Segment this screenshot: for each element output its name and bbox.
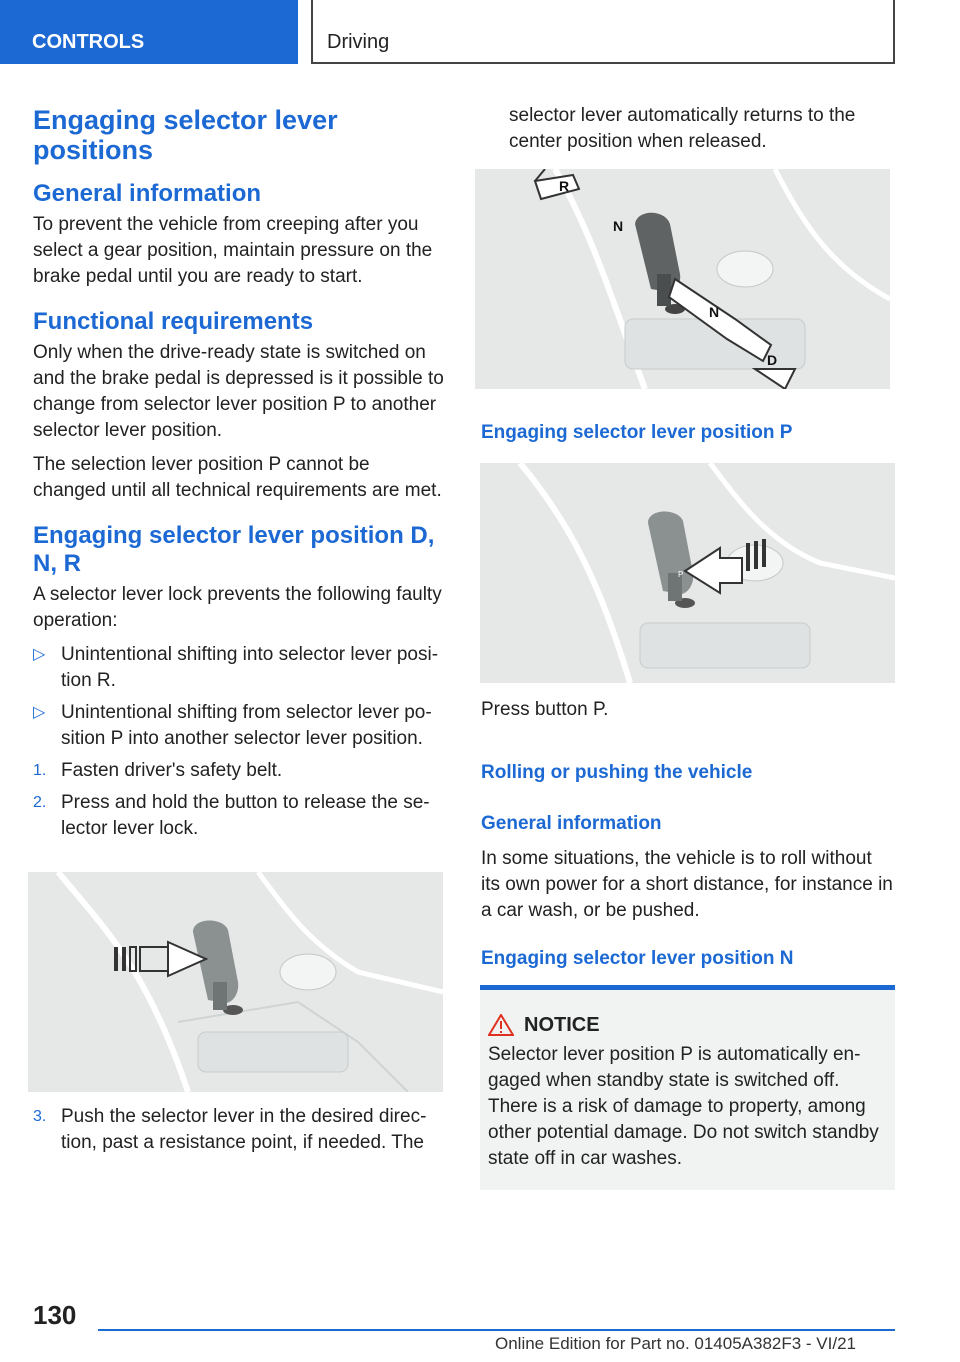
bullet-list xyxy=(33,642,445,752)
heading-general-info-2: General information xyxy=(481,813,662,834)
steps-list-cont xyxy=(33,1104,445,1156)
step-3 xyxy=(33,1104,445,1162)
functional-text-1: Only when the drive-ready state is switched on and the brake pedal is depressed is it possible to change from selector lever position P to another selector lever position. xyxy=(33,342,444,441)
heading-general-info: General information xyxy=(33,180,262,207)
gear-label-r: R xyxy=(559,178,570,194)
edition-text: Online Edition for Part no. 01405A382F3 - VI/21 xyxy=(495,1334,857,1353)
dnr-text: A selector lever lock prevents the following faulty operation: xyxy=(33,584,442,631)
section-title: Engaging selector lever positions xyxy=(33,105,338,165)
notice-text: Selector lever position P is automatically en-gaged when standby state is switched off. There is a risk of damage to property, among other potential damage. Do not switch standby state off in car washes. xyxy=(488,1044,879,1169)
continued-text: selector lever automatically returns to the center position when released. xyxy=(509,105,856,152)
illustration-gear-positions xyxy=(475,169,890,389)
triangle-bullet-icon: ▷ xyxy=(33,646,46,663)
triangle-bullet-icon: ▷ xyxy=(33,704,46,721)
list-item: 1. Fasten driver's safety belt. xyxy=(33,758,445,784)
general-info-2-text: In some situations, the vehicle is to roll without its own power for a short distance, for instance in a car wash, or be pushed. xyxy=(481,848,893,921)
illustration-position-p xyxy=(480,463,895,683)
list-item: 3. Push the selector lever in the desired direc-tion, past a resistance point, if needed. The xyxy=(33,1106,427,1153)
step-number: 1. xyxy=(33,762,47,779)
shifter-release-drawing xyxy=(28,872,443,1092)
left-column xyxy=(33,100,445,848)
list-item: 2. Press and hold the button to release the se-lector lever lock. xyxy=(33,792,430,839)
chapter-tab: Driving xyxy=(311,0,895,64)
notice-title: NOTICE xyxy=(524,1014,600,1036)
list-item: ▷ Unintentional shifting into selector lever posi-tion R. xyxy=(33,644,439,691)
heading-dnr: Engaging selector lever position D, N, R xyxy=(33,522,435,577)
functional-text-2: The selection lever position P cannot be changed until all technical requirements are met. xyxy=(33,454,442,501)
heading-functional-requirements: Functional requirements xyxy=(33,308,314,335)
warning-triangle-icon xyxy=(488,1014,514,1036)
heading-position-p: Engaging selector lever position P xyxy=(481,422,793,443)
step-number: 2. xyxy=(33,794,47,811)
footer-divider xyxy=(98,1329,895,1331)
heading-position-n: Engaging selector lever position N xyxy=(481,948,794,969)
title-rolling: Rolling or pushing the vehicle xyxy=(481,762,753,783)
press-p-text: Press button P. xyxy=(481,699,609,720)
general-info-text: To prevent the vehicle from creeping after you select a gear position, maintain pressure on the brake pedal until you are ready to start. xyxy=(33,214,433,287)
lever-p-label: P xyxy=(678,570,684,579)
shifter-p-drawing xyxy=(480,463,895,683)
list-item: ▷ Unintentional shifting from selector lever po-sition P into another selector lever position. xyxy=(33,702,432,749)
section-tab: CONTROLS xyxy=(0,0,298,64)
notice-title-row xyxy=(488,1012,887,1038)
steps-list xyxy=(33,758,445,842)
page-number: 130 xyxy=(33,1300,77,1330)
gear-label-n-bottom: N xyxy=(709,304,720,320)
shifter-gears-drawing xyxy=(475,169,890,389)
gear-label-d: D xyxy=(767,352,778,368)
notice-box xyxy=(480,985,895,1190)
step-number: 3. xyxy=(33,1108,47,1125)
illustration-release-button xyxy=(28,872,443,1092)
gear-label-n-top: N xyxy=(613,218,624,234)
